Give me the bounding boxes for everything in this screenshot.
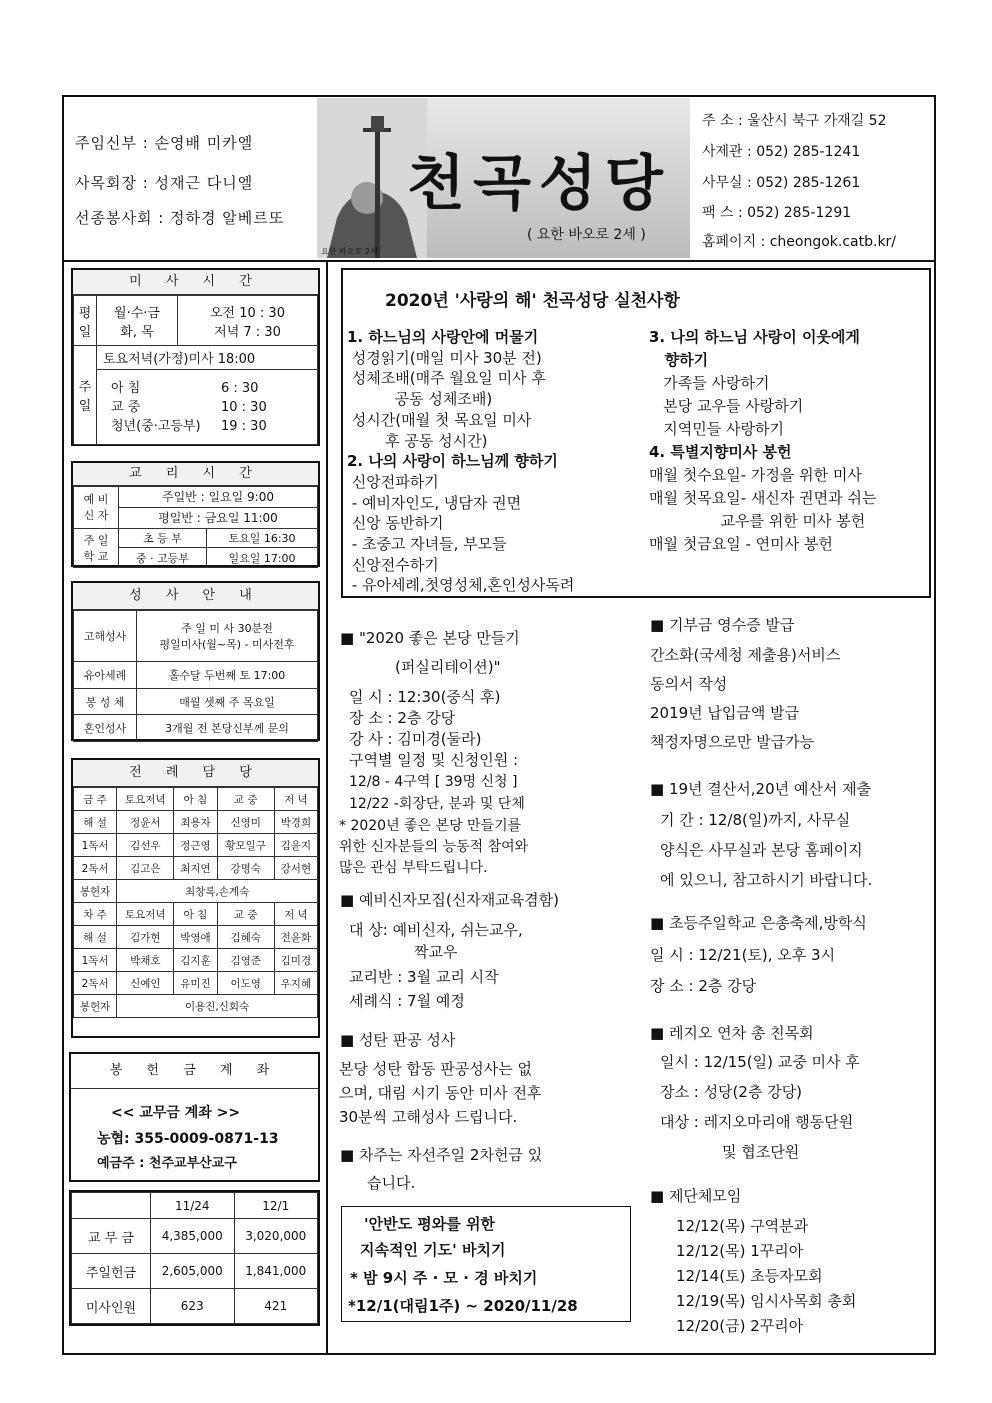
notice-line: 12/22 -회장단, 분과 및 단체: [349, 796, 525, 812]
liturgy-cell: 우지혜: [274, 972, 317, 995]
notice-title: ■ 예비신자모집(신자재교육겸함): [340, 891, 560, 909]
notice-line: 본당 성탄 합동 판공성사는 없: [339, 1060, 532, 1078]
notice-line: 30분씩 고해성사 드립니다.: [339, 1108, 518, 1126]
morning-time: 6 : 30: [221, 380, 259, 396]
notice-line: 위한 신자분들의 능동적 참여와: [339, 839, 529, 855]
notice-line: 기 간 : 12/8(일)까지, 사무실: [660, 811, 851, 829]
practice-box: [341, 268, 931, 598]
liturgy-cell: 김고은: [117, 857, 174, 880]
meeting-item: 12/12(목) 구역분과: [676, 1217, 809, 1235]
offering-account-title: 봉 헌 금 계 좌: [71, 1054, 318, 1089]
fax: 팩 스 : 052) 285-1291: [702, 205, 852, 221]
sacrament-name: 고해성사: [74, 611, 137, 662]
offering-names: 최창록,손계숙: [117, 880, 318, 903]
liturgy-header-cell: 저 녁: [274, 788, 317, 811]
practice-line: - 예비자인도, 냉담자 권면: [347, 493, 522, 512]
sacrament-row: [74, 715, 318, 742]
practice-line: 교우를 위한 미사 봉헌: [649, 512, 866, 530]
finance-value: 2,605,000: [151, 1254, 235, 1289]
offering-account-box: [69, 1052, 320, 1182]
notice-title: ■ 성탄 판공 성사: [340, 1031, 456, 1049]
finance-value: 623: [151, 1289, 235, 1324]
practice-line: 1. 하느님의 사랑안에 머물기: [347, 328, 539, 346]
notice-line: 장 소 : 2층 강당: [650, 977, 757, 995]
account-number: 농협: 355-0009-0871-13: [97, 1131, 279, 1147]
notice-title: ■ 레지오 연차 총 친목회: [650, 1024, 814, 1042]
liturgy-cell: 김미경: [274, 949, 317, 972]
liturgy-cell: 박영애: [174, 926, 217, 949]
liturgy-cell: 강명숙: [217, 857, 274, 880]
sacrament-name: 봉 성 체: [74, 688, 137, 715]
liturgy-cell: 1독서: [74, 949, 117, 972]
liturgy-cell: 황모일구: [217, 834, 274, 857]
liturgy-cell: 김영준: [217, 949, 274, 972]
liturgy-header-cell: 토요저녁: [117, 788, 174, 811]
liturgy-cell: 정윤서: [117, 811, 174, 834]
weekday-days: [97, 296, 178, 346]
offering-names: 이용진,신회숙: [117, 995, 318, 1018]
liturgy-cell: 최지연: [174, 857, 217, 880]
prayer-line: 지속적인 기도' 바치기: [360, 1241, 506, 1259]
offering-label: 봉헌자: [74, 995, 117, 1018]
notice-line: 책정자명으로만 발급가능: [650, 733, 815, 751]
liturgy-cell: 해 설: [74, 811, 117, 834]
sacrament-title: 성 사 안 내: [73, 583, 318, 610]
sacrament-row: [74, 688, 318, 715]
youth-label: 청년(중·고등부): [111, 418, 201, 434]
sacrament-row: [74, 662, 318, 689]
practice-line: - 초중고 자녀들, 부모들: [347, 535, 507, 553]
offering-label: 봉헌자: [74, 880, 117, 903]
prayer-line: *12/1(대림1주) ~ 2020/11/28: [348, 1297, 578, 1315]
header-divider: [62, 260, 936, 262]
finance-label: 교 무 금: [72, 1219, 151, 1254]
weekday-time-2: 저녁 7 : 30: [214, 324, 281, 340]
meeting-item: 12/20(금) 2꾸리아: [676, 1317, 804, 1335]
notice-line: 동의서 작성: [650, 675, 728, 693]
notice-title: ■ 차주는 자선주일 2차헌금 있: [340, 1146, 543, 1164]
priest-name: 주임신부 : 손영배 미카엘: [75, 134, 254, 152]
meeting-item: 12/12(목) 1꾸리아: [676, 1242, 804, 1260]
church-banner: [317, 98, 690, 258]
liturgy-cell: 해 설: [74, 926, 117, 949]
saturday-mass: 토요저녁(가정)미사 18:00: [97, 346, 318, 370]
mass-times-box: [71, 268, 320, 446]
finance-value: 3,020,000: [234, 1219, 318, 1254]
weekday-label: 평일: [74, 296, 97, 346]
youth-time: 19 : 30: [221, 418, 267, 434]
address: 주 소 : 울산시 북구 가재길 52: [702, 113, 887, 129]
liturgy-row: [74, 926, 318, 949]
practice-line: 매월 첫금요일 - 연미사 봉헌: [649, 535, 833, 553]
notice-line: 교리반 : 3월 교리 시작: [349, 968, 499, 986]
practice-line: 향하기: [649, 351, 709, 369]
weekday-days-1: 월·수·금: [114, 305, 160, 321]
elementary-time: 토요일 16:30: [207, 528, 318, 548]
notice-line: 12/8 - 4구역 [ 39명 신청 ]: [349, 774, 518, 790]
meeting-item: 12/14(토) 초등자모회: [676, 1267, 823, 1285]
catechumen-sunday: 주일반 : 일요일 9:00: [119, 487, 318, 508]
liturgy-cell: 강서현: [274, 857, 317, 880]
liturgy-cell: 김윤지: [274, 834, 317, 857]
sacrament-row: [74, 611, 318, 662]
prayer-line: '안반도 평와를 위한: [364, 1215, 495, 1233]
catechumen-weekday: 평일반 : 금요일 11:00: [119, 507, 318, 528]
liturgy-row: [74, 972, 318, 995]
notice-line: 세례식 : 7월 예정: [349, 992, 465, 1010]
liturgy-row: [74, 834, 318, 857]
practice-line: 가족들 사랑하기: [649, 374, 770, 392]
finance-value: 4,385,000: [151, 1219, 235, 1254]
finance-row: [72, 1254, 318, 1289]
liturgy-cell: 1독서: [74, 834, 117, 857]
secondary-name: 중 · 고등부: [119, 548, 207, 568]
weekday-times: [178, 296, 318, 346]
practice-line: 매월 첫수요일- 가정을 위한 미사: [649, 466, 862, 484]
finance-row: [72, 1219, 318, 1254]
practice-line: - 유아세례,첫영성체,혼인성사독려: [347, 576, 575, 595]
sacrament-box: [71, 581, 320, 741]
sunday-school-label: 주 일 학 교: [74, 528, 119, 567]
liturgy-header-cell: 교 중: [217, 788, 274, 811]
practice-line: 본당 교우들 사랑하기: [649, 397, 804, 415]
finance-box: [69, 1190, 320, 1326]
practice-line: 신앙전수하기: [347, 555, 439, 574]
liturgy-cell: 최용자: [174, 811, 217, 834]
notice-line: 일시 : 12/15(일) 교중 미사 후: [660, 1053, 860, 1071]
liturgy-cell: 김혜숙: [217, 926, 274, 949]
liturgy-header-cell: 교 중: [217, 903, 274, 926]
practice-line: 지역민들 사랑하기: [649, 420, 784, 438]
office-phone: 사무실 : 052) 285-1261: [702, 175, 861, 191]
notice-line: 으며, 대림 시기 동안 미사 전후: [339, 1084, 542, 1102]
notice-line: 대 상: 예비신자, 쉬는교우,: [349, 921, 523, 939]
liturgy-cell: 2독서: [74, 972, 117, 995]
notice-title: ■ "2020 좋은 본당 만들기: [340, 629, 520, 647]
liturgy-cell: 박채호: [117, 949, 174, 972]
liturgy-cell: 김가현: [117, 926, 174, 949]
mid-time: 10 : 30: [221, 399, 267, 415]
practice-line: 신앙전파하기: [347, 472, 439, 491]
liturgy-header-cell: 토요저녁: [117, 903, 174, 926]
liturgy-cell: 김지훈: [174, 949, 217, 972]
notice-line: 양식은 사무실과 본당 홈페이지: [660, 841, 863, 859]
elementary-name: 초 등 부: [119, 528, 207, 548]
practice-line: 성체조배(매주 월요일 미사 후: [347, 369, 546, 388]
sunday-label: 주일: [74, 346, 97, 445]
column-divider-left: [326, 260, 328, 1355]
notice-title: ■ 제단체모임: [650, 1187, 742, 1205]
liturgy-title: 전 례 담 당: [73, 760, 318, 787]
catechism-title: 교 리 시 간: [73, 463, 318, 486]
finance-value: 1,841,000: [234, 1254, 318, 1289]
practice-line: 매월 첫목요일- 새신자 권면과 쉬는: [649, 489, 877, 507]
liturgy-cell: 신예인: [117, 972, 174, 995]
liturgy-header-cell: 아 침: [174, 788, 217, 811]
practice-line: 후 공동 성시간): [347, 431, 488, 450]
sacrament-desc: 주 일 미 사 30분전 평일미사(월~목) - 미사전후: [137, 611, 318, 662]
mission-society: 선종봉사회 : 정하경 알베르또: [75, 209, 285, 227]
notice-line: 짝교우: [414, 943, 458, 961]
sunday-masses: [97, 370, 318, 445]
notice-line: * 2020년 좋은 본당 만들기를: [339, 818, 522, 834]
notice-line: 대상 : 레지오마리애 행동단원: [660, 1113, 854, 1131]
practice-line: 신앙 동반하기: [347, 514, 444, 533]
liturgy-cell: 신영미: [217, 811, 274, 834]
notice-line: 습니다.: [367, 1174, 416, 1192]
notice-line: 일 시 : 12/21(토), 오후 3시: [650, 946, 836, 964]
notice-line: 장소 : 성당(2층 강당): [660, 1083, 803, 1101]
notice-title: ■ 19년 결산서,20년 예산서 제출: [650, 780, 872, 798]
mid-label: 교 중: [111, 399, 141, 415]
notice-line: 2019년 납입금액 발급: [650, 704, 800, 722]
finance-label: 주일헌금: [72, 1254, 151, 1289]
liturgy-header-cell: 금 주: [74, 788, 117, 811]
liturgy-cell: 정근영: [174, 834, 217, 857]
notice-line: 간소화(국세청 제출용)서비스: [650, 646, 841, 664]
practice-line: 4. 특별지향미사 봉헌: [649, 443, 792, 461]
liturgy-row: [74, 811, 318, 834]
morning-label: 아 침: [111, 380, 141, 396]
liturgy-row: [74, 857, 318, 880]
liturgy-cell: 유미진: [174, 972, 217, 995]
account-heading: << 교무금 계좌 >>: [111, 1105, 241, 1121]
notice-subtitle: (퍼실리테이션)": [395, 658, 501, 676]
prayer-box: [341, 1206, 631, 1322]
practice-line: 2. 나의 사랑이 하느님께 향하기: [347, 452, 558, 471]
mass-times-title: 미 사 시 간: [73, 270, 318, 295]
account-holder: 예금주 : 천주교부산교구: [97, 1156, 237, 1171]
prayer-line: * 밤 9시 주 · 모 · 경 바치기: [350, 1269, 538, 1287]
liturgy-cell: 박경희: [274, 811, 317, 834]
weekday-time-1: 오전 10 : 30: [210, 305, 285, 321]
catechumen-label: 예 비 신 자: [74, 487, 119, 529]
sacrament-name: 혼인성사: [74, 715, 137, 742]
practice-line: 공동 성체조배): [347, 390, 493, 409]
liturgy-cell: 전윤화: [274, 926, 317, 949]
liturgy-cell: 이도영: [217, 972, 274, 995]
weekday-days-2: 화, 목: [120, 324, 154, 340]
liturgy-box: [71, 758, 320, 1038]
sacrament-desc: 매월 셋째 주 목요일: [137, 688, 318, 715]
liturgy-header-cell: 저 녁: [274, 903, 317, 926]
liturgy-row: [74, 949, 318, 972]
sacrament-name: 유아세례: [74, 662, 137, 689]
sacrament-desc: 3개월 전 본당신부께 문의: [137, 715, 318, 742]
notice-title: ■ 초등주일학교 은총축제,방학식: [650, 914, 867, 932]
practice-line: 성경읽기(매일 미사 30분 전): [347, 348, 542, 367]
meeting-item: 12/19(목) 임시사목회 총회: [676, 1292, 857, 1310]
catechism-box: [71, 461, 320, 567]
finance-value: 421: [234, 1289, 318, 1324]
notice-line: 일 시 : 12:30(중식 후): [349, 688, 501, 706]
homepage-link[interactable]: 홈페이지 : cheongok.catb.kr/: [702, 234, 897, 250]
church-title: 천곡성당: [407, 149, 671, 219]
notice-line: 구역별 일정 및 신청인원 :: [349, 751, 519, 769]
liturgy-header-cell: 차 주: [74, 903, 117, 926]
practice-line: 3. 나의 하느님 사랑이 이웃에게: [649, 328, 860, 346]
notice-line: 및 협조단원: [722, 1143, 800, 1161]
practice-title: 2020년 '사랑의 해' 천곡성당 실천사항: [385, 291, 680, 311]
council-president: 사목회장 : 성재근 다니엘: [75, 174, 254, 192]
notice-line: 에 있으니, 참고하시기 바랍니다.: [660, 871, 873, 889]
notice-line: 강 사 : 김미경(둘라): [349, 730, 482, 748]
practice-line: 성시간(매월 첫 목요일 미사: [347, 410, 532, 429]
finance-date: 11/24: [151, 1193, 235, 1219]
finance-row: [72, 1289, 318, 1324]
notice-line: 장 소 : 2층 강당: [349, 709, 456, 727]
sacrament-desc: 홀수달 두번째 토 17:00: [137, 662, 318, 689]
rectory-phone: 사제관 : 052) 285-1241: [702, 144, 861, 160]
liturgy-header-cell: 아 침: [174, 903, 217, 926]
liturgy-cell: 김선우: [117, 834, 174, 857]
finance-corner: [72, 1193, 151, 1219]
finance-label: 미사인원: [72, 1289, 151, 1324]
finance-date: 12/1: [234, 1193, 318, 1219]
notice-line: 많은 관심 부탁드립니다.: [339, 860, 488, 876]
church-patron: ( 요한 바오로 2세 ): [527, 227, 646, 243]
secondary-time: 일요일 17:00: [207, 548, 318, 568]
liturgy-cell: 2독서: [74, 857, 117, 880]
image-caption: 요한 바오로 2세: [321, 247, 378, 256]
notice-title: ■ 기부금 영수증 발급: [650, 616, 795, 634]
